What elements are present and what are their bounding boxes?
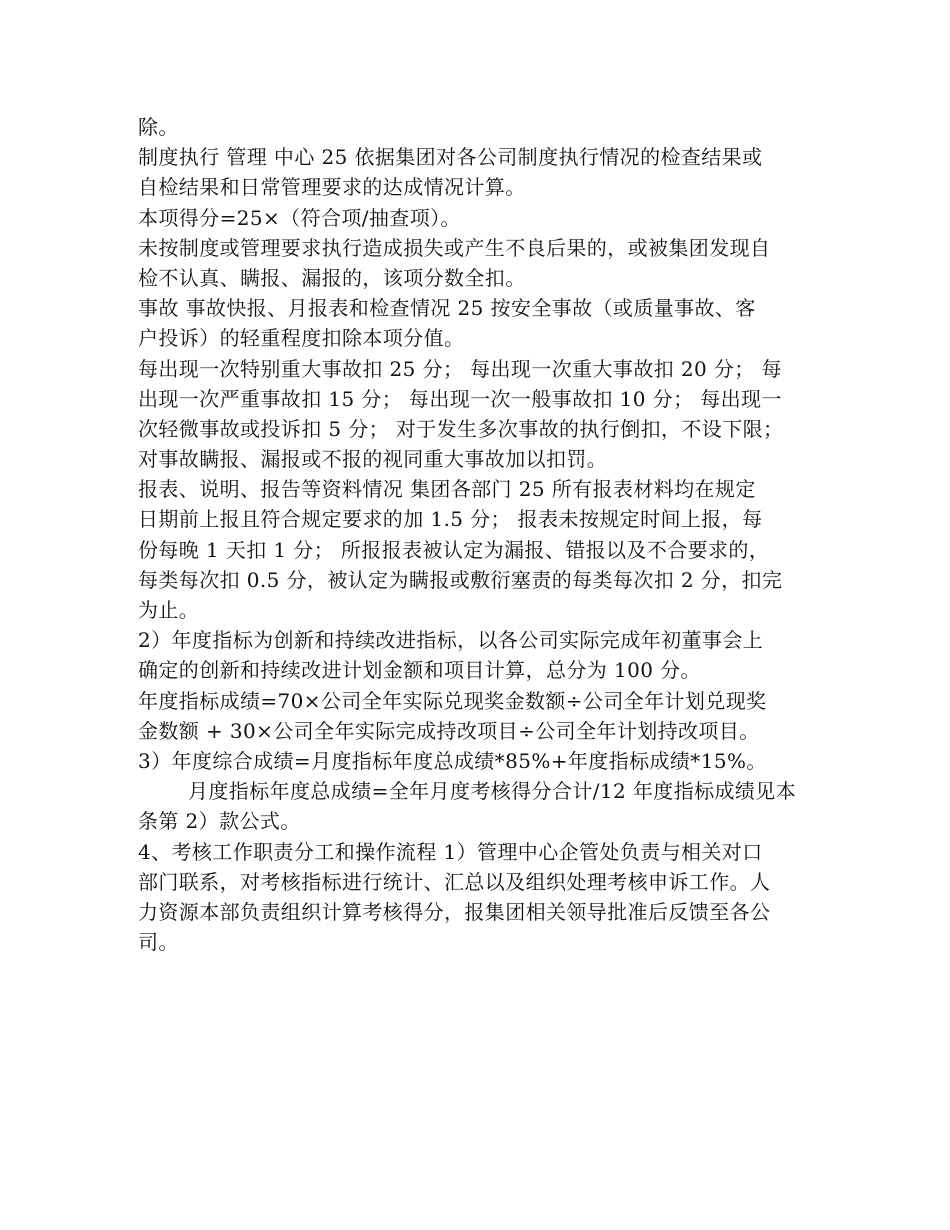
text-line: 金数额 + 30×公司全年实际完成持改项目÷公司全年计划持改项目。 (138, 718, 760, 743)
text-line: 次轻微事故或投诉扣 5 分； 对于发生多次事故的执行倒扣，不设下限； (138, 416, 784, 441)
text-line: 自检结果和日常管理要求的达成情况计算。 (138, 175, 526, 200)
text-line: 条第 2）款公式。 (138, 809, 301, 834)
text-line: 部门联系，对考核指标进行统计、汇总以及组织处理考核申诉工作。人 (138, 869, 771, 894)
text-line: 年度指标成绩=70×公司全年实际兑现奖金数额÷公司全年计划兑现奖 (138, 688, 767, 713)
text-line: 月度指标年度总成绩=全年月度考核得分合计/12 年度指标成绩见本 (188, 779, 797, 804)
text-line: 户投诉）的轻重程度扣除本项分值。 (138, 326, 465, 351)
text-line: 每出现一次特别重大事故扣 25 分； 每出现一次重大事故扣 20 分； 每 (138, 356, 782, 381)
text-line: 本项得分=25×（符合项/抽查项）。 (138, 205, 461, 230)
text-line: 份每晚 1 天扣 1 分； 所报报表被认定为漏报、错报以及不合要求的， (138, 537, 770, 562)
text-line: 为止。 (138, 598, 200, 622)
text-line: 对事故瞒报、漏报或不报的视同重大事故加以扣罚。 (138, 447, 608, 472)
text-line: 确定的创新和持续改进计划金额和项目计算，总分为 100 分。 (138, 658, 701, 683)
text-line: 检不认真、瞒报、漏报的，该项分数全扣。 (138, 265, 526, 290)
text-line: 未按制度或管理要求执行造成损失或产生不良后果的，或被集团发现自 (138, 235, 771, 260)
text-line: 制度执行 管理 中心 25 依据集团对各公司制度执行情况的检查结果或 (138, 145, 763, 170)
text-line: 报表、说明、报告等资料情况 集团各部门 25 所有报表材料均在规定 (138, 477, 756, 502)
text-line: 日期前上报且符合规定要求的加 1.5 分； 报表未按规定时间上报，每 (138, 507, 763, 532)
text-line: 出现一次严重事故扣 15 分； 每出现一次一般事故扣 10 分； 每出现一 (138, 386, 782, 411)
text-line: 事故 事故快报、月报表和检查情况 25 按安全事故（或质量事故、客 (138, 296, 756, 321)
text-line: 力资源本部负责组织计算考核得分，报集团相关领导批准后反馈至各公 (138, 899, 771, 924)
text-line: 4、考核工作职责分工和操作流程 1）管理中心企管处负责与相关对口 (138, 839, 763, 864)
text-line: 司。 (138, 930, 179, 955)
text-line: 每类每次扣 0.5 分，被认定为瞒报或敷衍塞责的每类每次扣 2 分，扣完 (138, 567, 783, 592)
text-line: 3）年度综合成绩=月度指标年度总成绩*85%+年度指标成绩*15%。 (138, 748, 767, 773)
text-line: 除。 (138, 115, 179, 139)
text-line: 2）年度指标为创新和持续改进指标，以各公司实际完成年初董事会上 (138, 628, 764, 653)
document-body (138, 112, 818, 957)
